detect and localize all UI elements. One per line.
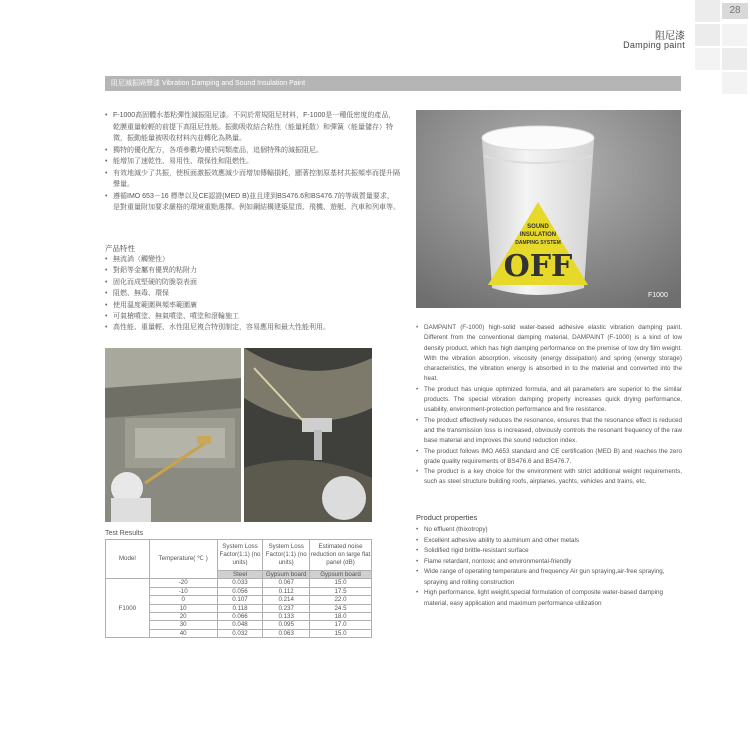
list-item: • 高性能、重量輕、水性阻尼複合特別制定，容易應用和最大性能利用。 <box>105 322 400 333</box>
table-header-row <box>106 540 372 571</box>
table-cell: 0.067 <box>263 579 310 587</box>
table-cell: 17.5 <box>310 587 372 595</box>
bucket-text-line3: DAMPING SYSTEM <box>515 240 561 246</box>
table-header-cell: Model <box>106 540 150 579</box>
page-title-zh: 阻尼漆 <box>655 31 685 42</box>
grid-cell <box>695 48 720 70</box>
table-cell: 0.066 <box>217 613 263 621</box>
list-item: • No effluent (thixotropy) <box>416 525 682 536</box>
table-header-cell: Estimated noise reduction on large flat panel (dB) <box>310 540 372 571</box>
list-item: • F-1000高固體水基粘彈性減振阻尼漆。不同於常規阻尼材料，F-1000是一種低密度的產品，乾膜重量較輕的前提下高阻尼性能。振動吸收結合粘性（能量耗散）和彈簧（能量儲存）特徵，振動能量被吸收材料內並轉化為熱量。 <box>105 110 400 145</box>
page-number: 28 <box>722 3 748 19</box>
zh-properties-list <box>105 254 400 334</box>
product-photo <box>416 110 681 308</box>
en-description-list <box>416 323 682 488</box>
list-item: • 可氣槍噴塗、無氣噴塗、噴塗和滾輪施工 <box>105 311 400 322</box>
table-cell: 0.112 <box>263 587 310 595</box>
table-cell: 0.032 <box>217 629 263 637</box>
spray-application-photo-2 <box>244 348 372 522</box>
table-cell: 0.107 <box>217 596 263 604</box>
table-cell: 24.5 <box>310 604 372 612</box>
list-item: • The product follows IMO A653 standard and CE certification (MED B) and reaches the zero grade quality requirements of BS476.6 and BS476.7. <box>416 447 682 468</box>
bucket-text-line2: INSULATION <box>519 232 557 238</box>
section-heading-bar: 阻尼減振隔聲漆 Vibration Damping and Sound Insulation Paint <box>105 76 681 91</box>
list-item: • 對鋁等金屬有優異的粘附力 <box>105 265 400 276</box>
table-cell: 10 <box>149 604 217 612</box>
table-cell: 17.0 <box>310 621 372 629</box>
list-item: • 阻燃、無毒、環保 <box>105 288 400 299</box>
table-title: Test Results <box>105 530 144 537</box>
spray-worker-illustration <box>105 348 241 522</box>
table-cell: 22.0 <box>310 596 372 604</box>
spray-application-photo-1 <box>105 348 241 522</box>
list-item: • 遵循IMO 653－16 標準以及CE認證(MED B)並且達到BS476.6和BS476.7的等級質量要求，是對重量附加要求嚴格的環境重點選擇。例如鋼結構建築屋頂、飛機、遊艇、汽車和列車等。 <box>105 191 400 214</box>
table-subheader-cell: Steel <box>217 571 263 579</box>
list-item: • Wide range of operating temperature and frequency Air gun spraying,air-free spraying, spraying and rolling construction <box>416 567 682 588</box>
table-cell: 0.048 <box>217 621 263 629</box>
table-header-cell: System Loss Factor(1:1) (no units) <box>263 540 310 571</box>
table-cell: 15.0 <box>310 629 372 637</box>
list-item: • 無流淌（觸變性） <box>105 254 400 265</box>
paint-bucket-illustration <box>416 110 681 308</box>
table-cell: 0.033 <box>217 579 263 587</box>
table-header-cell: System Loss Factor(1:1) (no units) <box>217 540 263 571</box>
list-item: • The product is a key choice for the environment with strict additional weight requirements, such as steel structure building roofs, airplanes, yachts, vehicles and trains, etc. <box>416 467 682 488</box>
en-properties-list <box>416 525 682 609</box>
list-item: • Solidified rigid brittle-resistant surface <box>416 546 682 557</box>
table-model-cell: F1000 <box>106 579 150 638</box>
table-cell: -20 <box>149 579 217 587</box>
table-cell: 0.118 <box>217 604 263 612</box>
list-item: • 獨特的優化配方，各項參數均優於同類產品，追個特殊的減振阻尼。 <box>105 145 400 157</box>
table-header-cell: Temperature( ℃ ) <box>149 540 217 579</box>
grid-cell <box>722 24 747 46</box>
test-results-table <box>105 539 372 638</box>
grid-cell <box>695 24 720 46</box>
list-item: • The product effectively reduces the resonance, ensures that the resonance effect is reduced and the transmission loss is increased, obviously controls the resonant frequency of the raw base material and improves the sound reduction index. <box>416 416 682 447</box>
list-item: • Flame retardant, nontoxic and environmental-friendly <box>416 557 682 568</box>
table-cell: 0.133 <box>263 613 310 621</box>
list-item: • Excellent adhesive ability to aluminum and other metals <box>416 536 682 547</box>
table-cell: 0.056 <box>217 587 263 595</box>
list-item: • 使用溫度範圍與頻率範圍廣 <box>105 300 400 311</box>
bucket-text-line1: SOUND <box>527 224 549 230</box>
list-item: • High performance, light weight,special formulation of composite water-based damping material, easy application and maximum performance utilization <box>416 588 682 609</box>
spray-gun-illustration <box>244 348 372 522</box>
table-cell: 0.237 <box>263 604 310 612</box>
grid-cell <box>722 48 747 70</box>
page-title-en: Damping paint <box>623 40 685 50</box>
grid-cell <box>695 0 720 22</box>
table-cell: -10 <box>149 587 217 595</box>
en-properties-heading: Product properties <box>416 513 478 522</box>
table-cell: 40 <box>149 629 217 637</box>
table-row <box>106 579 372 587</box>
list-item: • The product has unique optimized formula, and all parameters are superior to the similar products. The special vibration damping property increases quick drying performance, usability, environment-protection performance and fire resistance. <box>416 385 682 416</box>
table-cell: 0.095 <box>263 621 310 629</box>
table-cell: 18.0 <box>310 613 372 621</box>
table-cell: 0.063 <box>263 629 310 637</box>
table-cell: 0 <box>149 596 217 604</box>
table-cell: 15.0 <box>310 579 372 587</box>
table-cell: 0.214 <box>263 596 310 604</box>
zh-properties-heading: 产品特性 <box>105 244 135 253</box>
grid-cell <box>722 72 747 94</box>
list-item: • DAMPAINT (F-1000) high-solid water-based adhesive elastic vibration damping paint. Different from the conventional damping material, DAMPAINT (F-1000) is a kind of low density product, which has high damping performance on the premise of low dry film weight. With the vibration absorption, viscosity (energy dissipation) and spring (energy storage) characteristics, the vibration energy is absorbed in to the material and converted into the heat. <box>416 323 682 385</box>
bucket-logo-text: OFF <box>503 249 573 284</box>
list-item: • 固化而成堅硬的防脆裂表面 <box>105 277 400 288</box>
list-item: • 能增加了速乾性、易用性、環保性和阻燃性。 <box>105 156 400 168</box>
table-subheader-cell: Gypsum board <box>310 571 372 579</box>
table-cell: 30 <box>149 621 217 629</box>
zh-description-list <box>105 110 400 214</box>
list-item: • 有效地減少了共振，使板面激振效應減少而增加傳輸損耗，顯著控制原基材共振頻率而提升隔聲量。 <box>105 168 400 191</box>
table-subheader-cell: Gypsum board <box>263 571 310 579</box>
product-label: F1000 <box>648 292 668 299</box>
table-cell: 20 <box>149 613 217 621</box>
